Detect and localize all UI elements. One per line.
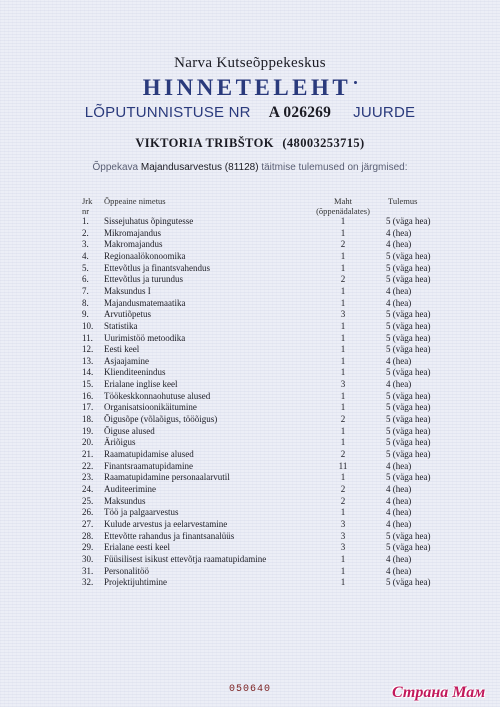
grade-value: 5 (väga hea) xyxy=(386,542,431,553)
grade-value: 5 (väga hea) xyxy=(386,402,431,413)
subject-name: Asjaajamine xyxy=(104,355,149,366)
subject-name: Raamatupidamine personaalarvutil xyxy=(104,472,230,483)
hours-value: 2 xyxy=(340,449,346,459)
grade-value: 5 (väga hea) xyxy=(386,449,431,459)
hours-value: 1 xyxy=(340,320,346,331)
hours-value: 1 xyxy=(340,402,346,413)
subject-name: Personalitöö xyxy=(104,565,149,576)
hours-value: 3 xyxy=(340,518,346,529)
subject-name: Õiguse alused xyxy=(104,425,155,436)
row-number: 8. xyxy=(82,297,89,308)
table-row xyxy=(0,414,500,425)
table-row xyxy=(0,367,500,378)
row-number: 20. xyxy=(82,437,94,448)
hours-value: 1 xyxy=(340,285,346,296)
row-number: 1. xyxy=(82,216,89,226)
table-row xyxy=(0,239,500,250)
table-row xyxy=(0,449,500,460)
row-number: 4. xyxy=(82,250,89,261)
row-number: 28. xyxy=(82,530,94,541)
row-number: 27. xyxy=(82,518,94,529)
curriculum-code: (81128) xyxy=(224,162,259,173)
grade-value: 5 (väga hea) xyxy=(386,250,431,261)
hours-value: 2 xyxy=(340,495,346,506)
hours-value: 11 xyxy=(338,460,348,471)
row-number: 5. xyxy=(82,262,89,273)
hours-value: 1 xyxy=(340,216,346,226)
grade-value: 5 (väga hea) xyxy=(386,332,431,343)
grade-value: 4 (hea) xyxy=(386,495,412,506)
subject-name: Ettevõtte rahandus ja finantsanalüüs xyxy=(104,530,235,541)
grade-value: 4 (hea) xyxy=(386,565,412,576)
row-number: 29. xyxy=(82,542,94,553)
row-number: 11. xyxy=(82,332,93,343)
subject-name: Ettevõtlus ja finantsvahendus xyxy=(104,262,210,273)
row-number: 3. xyxy=(82,239,89,250)
grade-value: 4 (hea) xyxy=(386,553,412,564)
subject-name: Klienditeenindus xyxy=(104,367,166,378)
subject-name: Auditeerimine xyxy=(104,483,156,494)
grade-value: 5 (väga hea) xyxy=(386,530,431,541)
hours-value: 1 xyxy=(340,250,346,261)
hours-value: 2 xyxy=(340,483,346,494)
grade-value: 5 (väga hea) xyxy=(386,414,431,425)
subject-name: Organisatsioonikäitumine xyxy=(104,402,197,413)
hours-value: 1 xyxy=(340,297,346,308)
grade-value: 5 (väga hea) xyxy=(386,472,431,483)
diploma-number: A 026269 xyxy=(268,104,332,121)
grade-value: 4 (hea) xyxy=(386,297,412,308)
row-number: 32. xyxy=(82,577,94,588)
hours-value: 2 xyxy=(340,274,346,285)
table-row xyxy=(0,263,500,274)
row-number: 25. xyxy=(82,495,94,506)
hours-value: 1 xyxy=(340,577,346,588)
grade-value: 4 (hea) xyxy=(386,507,412,518)
hours-value: 2 xyxy=(340,239,346,250)
hours-value: 1 xyxy=(340,425,346,436)
table-row xyxy=(0,251,500,262)
row-number: 26. xyxy=(82,507,94,518)
subject-name: Äriõigus xyxy=(104,437,136,448)
subject-name: Füüsilisest isikust ettevõtja raamatupidamine xyxy=(104,553,267,564)
col-header-subject: Õppeaine nimetus xyxy=(104,196,166,206)
hours-value: 3 xyxy=(340,530,346,541)
hours-value: 1 xyxy=(340,367,346,378)
hours-value: 1 xyxy=(340,344,346,355)
table-row xyxy=(0,531,500,542)
row-number: 31. xyxy=(82,565,94,576)
table-row xyxy=(0,274,500,285)
subject-name: Majandusmatemaatika xyxy=(104,297,186,308)
subject-name: Statistika xyxy=(104,320,138,331)
table-row xyxy=(0,461,500,472)
hours-value: 1 xyxy=(340,472,346,483)
row-number: 10. xyxy=(82,320,94,331)
table-row xyxy=(0,228,500,239)
table-row xyxy=(0,519,500,530)
grade-value: 4 (hea) xyxy=(386,460,412,471)
curriculum-prefix: Õppekava xyxy=(92,162,139,173)
table-row xyxy=(0,321,500,332)
table-row xyxy=(0,426,500,437)
grade-value: 5 (väga hea) xyxy=(386,320,431,331)
subject-name: Uurimistöö metoodika xyxy=(104,332,186,343)
row-number: 6. xyxy=(82,274,89,285)
hours-value: 1 xyxy=(340,390,346,401)
subject-name: Kulude arvestus ja eelarvestamine xyxy=(104,518,228,529)
student-line xyxy=(0,136,500,151)
subject-name: Raamatupidamise alused xyxy=(104,449,194,459)
row-number: 2. xyxy=(82,227,89,238)
col-header-result: Tulemus xyxy=(388,196,418,206)
table-row xyxy=(0,496,500,507)
col-header-hours: Maht (õppenädalates) xyxy=(316,196,370,216)
row-number: 15. xyxy=(82,379,94,390)
subject-name: Maksundus I xyxy=(104,285,151,296)
hours-value: 1 xyxy=(340,507,346,518)
col-header-jrk: Jrk nr xyxy=(82,196,93,216)
row-number: 24. xyxy=(82,483,94,494)
table-row xyxy=(0,542,500,553)
grade-value: 5 (väga hea) xyxy=(386,274,431,285)
table-row xyxy=(0,402,500,413)
subject-name: Maksundus xyxy=(104,495,146,506)
table-row xyxy=(0,216,500,227)
school-name: Narva Kutseõppekeskus xyxy=(174,55,326,71)
subject-name: Sissejuhatus õpingutesse xyxy=(104,216,194,226)
curriculum-suffix: täitmise tulemused on järgmised: xyxy=(261,162,408,173)
table-row xyxy=(0,566,500,577)
table-row xyxy=(0,333,500,344)
table-row xyxy=(0,437,500,448)
diploma-line xyxy=(0,104,500,122)
row-number: 16. xyxy=(82,390,94,401)
subject-name: Mikromajandus xyxy=(104,227,161,238)
subject-name: Eesti keel xyxy=(104,344,140,355)
row-number: 14. xyxy=(82,367,94,378)
grade-value: 5 (väga hea) xyxy=(386,344,431,355)
hours-value: 3 xyxy=(340,379,346,390)
grade-value: 5 (väga hea) xyxy=(386,367,431,378)
row-number: 13. xyxy=(82,355,94,366)
subject-name: Arvutiõpetus xyxy=(104,309,151,320)
student-code: (48003253715) xyxy=(282,136,365,150)
table-row xyxy=(0,472,500,483)
hours-value: 1 xyxy=(340,437,346,448)
table-row xyxy=(0,507,500,518)
table-row xyxy=(0,298,500,309)
grade-value: 4 (hea) xyxy=(386,483,412,494)
grade-value: 5 (väga hea) xyxy=(386,425,431,436)
table-row xyxy=(0,286,500,297)
student-name: VIKTORIA TRIBŠTOK xyxy=(135,136,274,150)
grade-value: 5 (väga hea) xyxy=(386,577,431,588)
hours-value: 3 xyxy=(340,309,346,320)
row-number: 22. xyxy=(82,460,94,471)
row-number: 7. xyxy=(82,285,89,296)
table-row xyxy=(0,391,500,402)
table-row xyxy=(0,484,500,495)
curriculum-line xyxy=(0,162,500,173)
watermark-logo: Страна Мам xyxy=(392,684,486,701)
hours-value: 3 xyxy=(340,542,346,553)
table-row xyxy=(0,577,500,588)
hours-value: 1 xyxy=(340,565,346,576)
row-number: 21. xyxy=(82,449,94,459)
table-row xyxy=(0,554,500,565)
title-block xyxy=(0,75,500,101)
grade-value: 4 (hea) xyxy=(386,518,412,529)
diploma-suffix: JUURDE xyxy=(353,104,416,121)
subject-name: Erialane inglise keel xyxy=(104,379,178,390)
diploma-label: LÕPUTUNNISTUSE NR xyxy=(84,104,251,121)
grade-value: 5 (väga hea) xyxy=(386,390,431,401)
hours-value: 1 xyxy=(340,355,346,366)
grade-value: 5 (väga hea) xyxy=(386,262,431,273)
table-row xyxy=(0,379,500,390)
subject-name: Finantsraamatupidamine xyxy=(104,460,193,471)
hours-value: 2 xyxy=(340,414,346,425)
table-row xyxy=(0,356,500,367)
grade-value: 5 (väga hea) xyxy=(386,216,431,226)
subject-name: Projektijuhtimine xyxy=(104,577,167,588)
row-number: 17. xyxy=(82,402,94,413)
subject-name: Ettevõtlus ja turundus xyxy=(104,274,183,285)
subject-name: Töö ja palgaarvestus xyxy=(104,507,179,518)
subject-name: Töökeskkonnaohutuse alused xyxy=(104,390,211,401)
grade-value: 4 (hea) xyxy=(386,239,412,250)
row-number: 23. xyxy=(82,472,94,483)
row-number: 19. xyxy=(82,425,94,436)
row-number: 9. xyxy=(82,309,89,320)
table-row xyxy=(0,309,500,320)
table-row xyxy=(0,344,500,355)
hours-value: 1 xyxy=(340,332,346,343)
grade-value: 4 (hea) xyxy=(386,227,412,238)
hours-value: 1 xyxy=(340,553,346,564)
grade-value: 5 (väga hea) xyxy=(386,437,431,448)
subject-name: Õigusõpe (võlaõigus, tööõigus) xyxy=(104,414,218,425)
subject-name: Regionaalökonoomika xyxy=(104,250,186,261)
grade-value: 4 (hea) xyxy=(386,355,412,366)
page-title: HINNETELEHT xyxy=(142,75,352,100)
row-number: 12. xyxy=(82,344,94,355)
serial-number: 050640 xyxy=(228,684,271,695)
curriculum-name: Majandusarvestus xyxy=(140,162,223,173)
title-dot xyxy=(354,81,357,84)
subject-name: Makromajandus xyxy=(104,239,163,250)
row-number: 18. xyxy=(82,414,94,425)
grade-value: 5 (väga hea) xyxy=(386,309,431,320)
row-number: 30. xyxy=(82,553,94,564)
grade-value: 4 (hea) xyxy=(386,285,412,296)
subject-name: Erialane eesti keel xyxy=(104,542,170,553)
hours-value: 1 xyxy=(340,262,346,273)
grade-value: 4 (hea) xyxy=(386,379,412,390)
hours-value: 1 xyxy=(340,227,346,238)
